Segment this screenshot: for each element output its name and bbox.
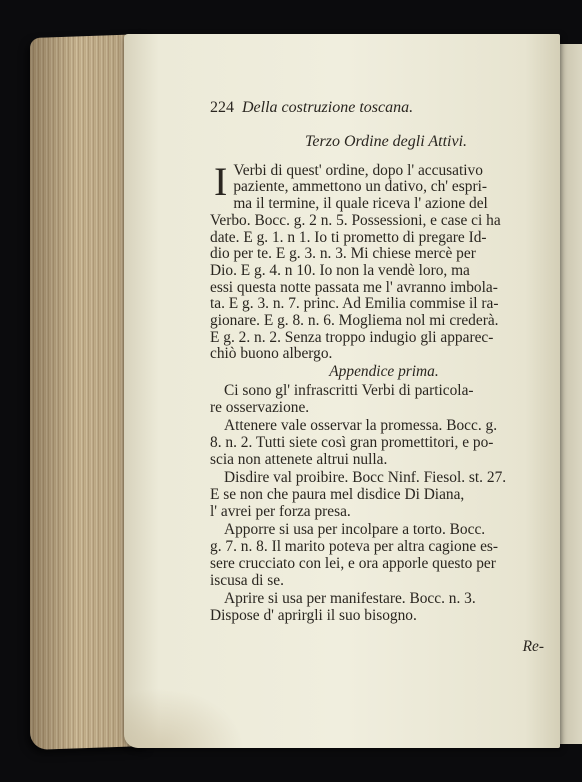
text-line: Verbo. Bocc. g. 2 n. 5. Possessioni, e case ci ha (210, 212, 501, 229)
book-page (124, 34, 560, 748)
text-line: paziente, ammettono un dativo, ch' espri- (233, 179, 487, 196)
text-line: dio per te. E g. 3. n. 3. Mi chiese mercè per (210, 246, 476, 263)
text-line: re osservazione. (210, 399, 310, 416)
text-line: date. E g. 1. n 1. Io ti prometto di pregare Id- (210, 229, 487, 246)
entry-aprire (210, 591, 550, 624)
entry-disdire (210, 470, 550, 520)
text-line: ta. E g. 3. n. 7. princ. Ad Emilia commise il ra- (210, 296, 499, 313)
subheading: Appendice prima. (329, 363, 439, 381)
text-line: Ci sono gl' infrascritti Verbi di particola- (224, 382, 474, 399)
text-line: ma il termine, il quale riceva l' azione del (233, 196, 488, 213)
page-text (210, 100, 550, 655)
entry-apporre (210, 522, 550, 589)
text-line: Apporre si usa per incolpare a torto. Bocc. (224, 522, 486, 539)
page-header (210, 100, 550, 126)
drop-cap: I (214, 158, 228, 204)
entry-attenere (210, 418, 550, 468)
text-line: scia non attenete altrui nulla. (210, 451, 388, 468)
text-line: iscusa di se. (210, 572, 284, 589)
text-line: Aprire si usa per manifestare. Bocc. n. 3. (224, 591, 476, 608)
catchword: Re- (522, 637, 544, 655)
text-line: chiò buono albergo. (210, 346, 333, 363)
text-line: g. 7. n. 8. Il marito poteva per altra cagione es- (210, 539, 499, 556)
text-line: essi questa notte passata me l' avranno imbola- (210, 279, 498, 296)
paragraph-2 (210, 383, 550, 416)
text-line: Disdire val proibire. Bocc Ninf. Fiesol. st. 27. (224, 470, 507, 487)
text-line: 8. n. 2. Tutti siete così gran promettitori, e po- (210, 434, 494, 451)
text-line: sere crucciato con lei, e ora apporle questo per (210, 555, 496, 572)
text-line: Dispose d' aprirgli il suo bisogno. (210, 607, 417, 624)
paragraph-1 (210, 158, 550, 363)
text-line: Attenere vale osservar la promessa. Bocc. g. (224, 418, 498, 435)
page-stain (124, 688, 244, 748)
text-line: gionare. E g. 8. n. 6. Mogliema nol mi crederà. (210, 313, 499, 330)
running-head: Della costruzione toscana. (242, 99, 414, 116)
text-line: Verbi di quest' ordine, dopo l' accusativo (233, 162, 483, 179)
text-line: E g. 2. n. 2. Senza troppo indugio gli apparec- (210, 329, 494, 346)
page-number: 224 (210, 99, 234, 116)
section-title: Terzo Ordine degli Attivi. (304, 133, 468, 150)
text-line: l' avrei per forza presa. (210, 503, 351, 520)
text-line: E se non che paura mel disdice Di Diana, (210, 487, 465, 504)
text-line: Dio. E g. 4. n 10. Io non la vendè loro, ma (210, 262, 470, 279)
